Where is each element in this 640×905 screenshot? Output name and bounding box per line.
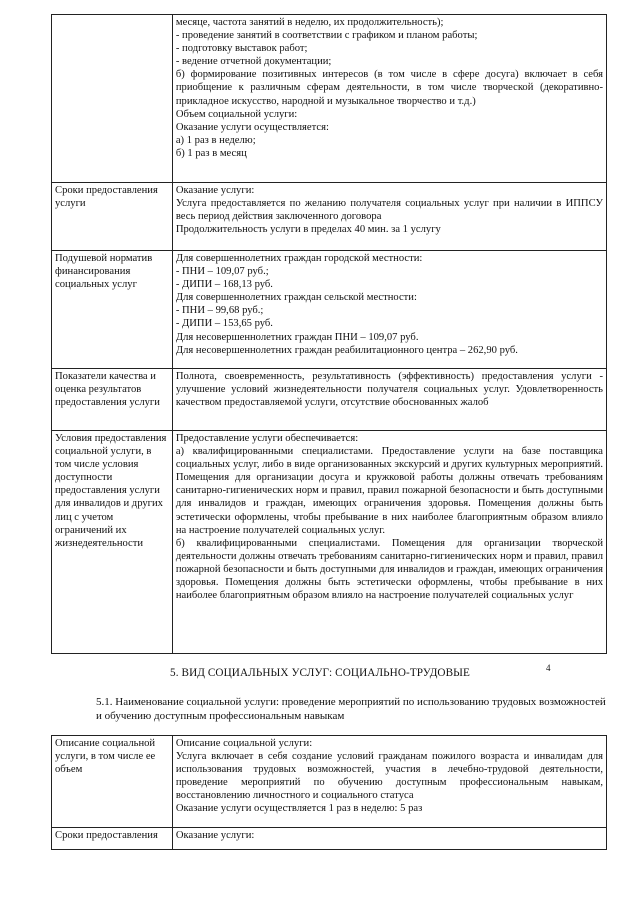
content-line: Продолжительность услуги в пределах 40 мин. за 1 услугу: [175, 224, 441, 236]
content-line: Описание социальной услуги:: [175, 738, 313, 749]
row-content: [172, 183, 606, 251]
table-row: [52, 828, 607, 850]
row-content: [172, 828, 606, 850]
row-content: [172, 369, 606, 431]
content-line: Для совершеннолетних граждан сельской местности:: [175, 292, 417, 304]
content-line: Полнота, своевременность, результативность (эффективность) предоставления услуги - улучшение условий жизнедеятельности получателя социальных услуг. Удовлетворенность качеством предоставляемой услуги, отсутствие обоснованных жалоб: [175, 371, 603, 409]
table-row: [52, 369, 607, 431]
table-row: [52, 431, 607, 654]
content-line: - проведение занятий в соответствии с графиком и планом работы;: [175, 30, 478, 42]
content-line: - ДИПИ – 153,65 руб.: [175, 318, 273, 330]
content-line: б) формирование позитивных интересов (в том числе в сфере досуга) включает в себя приобщение к различным сферам деятельности, в том числе творческой (декоративно-прикладное искусство, народной и музыкальное творчество и т.д.): [175, 69, 603, 107]
subsection-title: 5.1. Наименование социальной услуги: проведение мероприятий по использованию трудовых возможностей и обучению доступным профессиональным навыкам: [96, 696, 606, 722]
table-row: [52, 251, 607, 369]
row-label: Описание социальной услуги, в том числе ее объем: [52, 736, 173, 828]
table-row: [52, 736, 607, 828]
row-content: [172, 431, 606, 654]
table-row: [52, 15, 607, 183]
content-line: Оказание услуги:: [175, 185, 255, 196]
row-content: [172, 15, 606, 183]
content-line: Для совершеннолетних граждан городской местности:: [175, 253, 423, 264]
content-line: Для несовершеннолетних граждан реабилитационного центра – 262,90 руб.: [175, 344, 518, 356]
content-line: а) квалифицированными специалистами. Предоставление услуги на базе поставщика социальных услуг, либо в виде организованных экскурсий и других культурных мероприятий. Помещения для организации досуга и кружковой работы должны отвечать требованиям санитарно-гигиенических норм и правил, правил пожарной безопасности и быть доступными для инвалидов и граждан, имеющих ограничения здоровья. Помещения должны быть эстетически оформлены, чтобы пребывание в них наиболее благоприятным образом влияло на настроение получателей социальных услуг.: [175, 446, 603, 536]
content-line: б) 1 раз в месяц: [175, 147, 247, 159]
content-line: Услуга включает в себя создание условий гражданам пожилого возраста и инвалидам для использования трудовых возможностей, участия в лечебно-трудовой деятельности, проведение мероприятий по обучению доступным профессиональным навыкам, восстановлению личностного и социального статуса: [175, 751, 603, 802]
content-line: - ведение отчетной документации;: [175, 56, 332, 68]
content-line: Оказание услуги осуществляется:: [175, 121, 329, 133]
labor-services-table: [51, 735, 607, 850]
row-label: Сроки предоставления: [52, 828, 173, 850]
content-line: месяце, частота занятий в неделю, их продолжительность);: [175, 17, 444, 28]
content-line: Услуга предоставляется по желанию получателя социальных услуг при наличии в ИППСУ весь период действия заключенного договора: [175, 198, 603, 223]
content-line: Для несовершеннолетних граждан ПНИ – 109,07 руб.: [175, 331, 419, 343]
content-line: Предоставление услуги обеспечивается:: [175, 433, 359, 444]
row-label: [52, 15, 173, 183]
row-content: [172, 736, 606, 828]
row-label: Показатели качества и оценка результатов предоставления услуги: [52, 369, 173, 431]
content-line: а) 1 раз в неделю;: [175, 134, 256, 146]
content-line: - ПНИ – 99,68 руб.;: [175, 305, 264, 317]
row-content: [172, 251, 606, 369]
content-line: Оказание услуги:: [175, 830, 255, 841]
content-line: б) квалифицированными специалистами. Помещения для организации творческой деятельности должны отвечать требованиям санитарно-гигиенических норм и правил, правил пожарной безопасности и быть доступными для инвалидов и граждан, имеющих ограничения здоровья. Помещения должны быть эстетически оформлены, чтобы пребывание в них наиболее благоприятным образом влияло на настроение получателей социальных услуг: [175, 537, 603, 602]
row-label: Условия предоставления социальной услуги, в том числе условия доступности предоставления услуги для инвалидов и других лиц с учетом ограничений их жизнедеятельности: [52, 431, 173, 654]
row-label: Сроки предоставления услуги: [52, 183, 173, 251]
margin-mark: 4: [546, 663, 551, 673]
row-label: Подушевой норматив финансирования социальных услуг: [52, 251, 173, 369]
content-line: - ДИПИ – 168,13 руб.: [175, 279, 273, 291]
section-title: 5. ВИД СОЦИАЛЬНЫХ УСЛУГ: СОЦИАЛЬНО-ТРУДОВЫЕ: [170, 667, 470, 679]
content-line: - ПНИ – 109,07 руб.;: [175, 266, 269, 278]
content-line: Объем социальной услуги:: [175, 108, 298, 120]
content-line: - подготовку выставок работ;: [175, 43, 308, 55]
table-row: [52, 183, 607, 251]
services-table: [51, 14, 607, 654]
content-line: Оказание услуги осуществляется 1 раз в неделю: 5 раз: [175, 803, 423, 815]
